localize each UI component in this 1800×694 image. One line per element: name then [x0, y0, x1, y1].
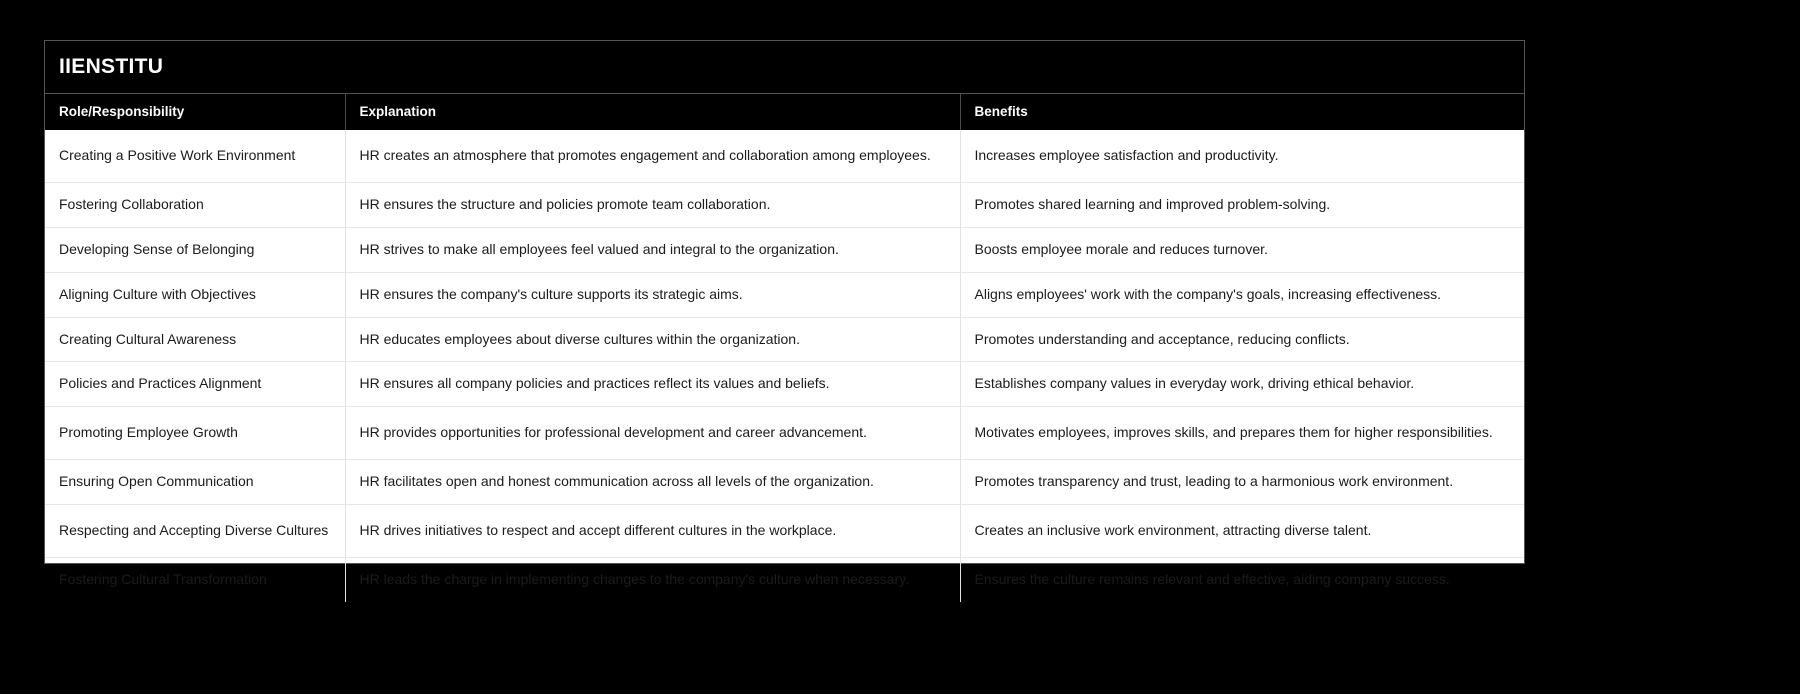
column-header-benefits[interactable]: Benefits: [960, 94, 1524, 130]
cell-benefits: Creates an inclusive work environment, attracting diverse talent.: [960, 505, 1524, 558]
cell-role: Creating Cultural Awareness: [45, 317, 345, 362]
table-row[interactable]: [45, 460, 1524, 505]
cell-explanation: HR ensures the company's culture supports its strategic aims.: [345, 272, 960, 317]
table-row[interactable]: [45, 362, 1524, 407]
table-body: [45, 130, 1524, 602]
hr-roles-table: [45, 94, 1524, 602]
cell-role: Respecting and Accepting Diverse Cultures: [45, 505, 345, 558]
table-row[interactable]: [45, 407, 1524, 460]
cell-explanation: HR strives to make all employees feel valued and integral to the organization.: [345, 227, 960, 272]
cell-role: Policies and Practices Alignment: [45, 362, 345, 407]
cell-explanation: HR facilitates open and honest communication across all levels of the organization.: [345, 460, 960, 505]
brand-header: [45, 41, 1524, 94]
table-row[interactable]: [45, 505, 1524, 558]
cell-benefits: Increases employee satisfaction and productivity.: [960, 130, 1524, 182]
cell-role: Promoting Employee Growth: [45, 407, 345, 460]
column-header-explanation[interactable]: Explanation: [345, 94, 960, 130]
cell-benefits: Boosts employee morale and reduces turnover.: [960, 227, 1524, 272]
cell-role: Fostering Collaboration: [45, 182, 345, 227]
table-header-row: [45, 94, 1524, 130]
brand-title: IIENSTITU: [59, 55, 164, 78]
cell-explanation: HR ensures the structure and policies promote team collaboration.: [345, 182, 960, 227]
table-head: [45, 94, 1524, 130]
cell-benefits: Ensures the culture remains relevant and effective, aiding company success.: [974, 570, 1450, 587]
cell-explanation: HR educates employees about diverse cultures within the organization.: [345, 317, 960, 362]
cell-role: Fostering Cultural Transformation: [45, 557, 345, 601]
table-row[interactable]: [45, 227, 1524, 272]
cell-benefits: Aligns employees' work with the company's goals, increasing effectiveness.: [960, 272, 1524, 317]
cell-explanation: HR leads the charge in implementing changes to the company's culture when necessary.: [345, 557, 960, 601]
cell-explanation: HR creates an atmosphere that promotes engagement and collaboration among employees.: [345, 130, 960, 182]
cell-role: Aligning Culture with Objectives: [45, 272, 345, 317]
cell-role: Developing Sense of Belonging: [45, 227, 345, 272]
table-row[interactable]: [45, 557, 1524, 601]
table-row[interactable]: [45, 130, 1524, 182]
cell-explanation: HR drives initiatives to respect and accept different cultures in the workplace.: [345, 505, 960, 558]
cell-benefits: Promotes transparency and trust, leading to a harmonious work environment.: [960, 460, 1524, 505]
cell-benefits: Motivates employees, improves skills, and prepares them for higher responsibilities.: [960, 407, 1524, 460]
cell-role: Ensuring Open Communication: [45, 460, 345, 505]
hr-culture-table-card: [44, 40, 1525, 587]
table-row[interactable]: [45, 182, 1524, 227]
cell-explanation: HR provides opportunities for professional development and career advancement.: [345, 407, 960, 460]
column-header-role[interactable]: Role/Responsibility: [45, 94, 345, 130]
cell-benefits: Promotes understanding and acceptance, reducing conflicts.: [960, 317, 1524, 362]
cell-benefits: Establishes company values in everyday work, driving ethical behavior.: [960, 362, 1524, 407]
cell-role: Creating a Positive Work Environment: [45, 130, 345, 182]
cell-explanation: HR ensures all company policies and practices reflect its values and beliefs.: [345, 362, 960, 407]
cell-benefits: Promotes shared learning and improved problem-solving.: [960, 182, 1524, 227]
table-row[interactable]: [45, 272, 1524, 317]
table-row[interactable]: [45, 317, 1524, 362]
